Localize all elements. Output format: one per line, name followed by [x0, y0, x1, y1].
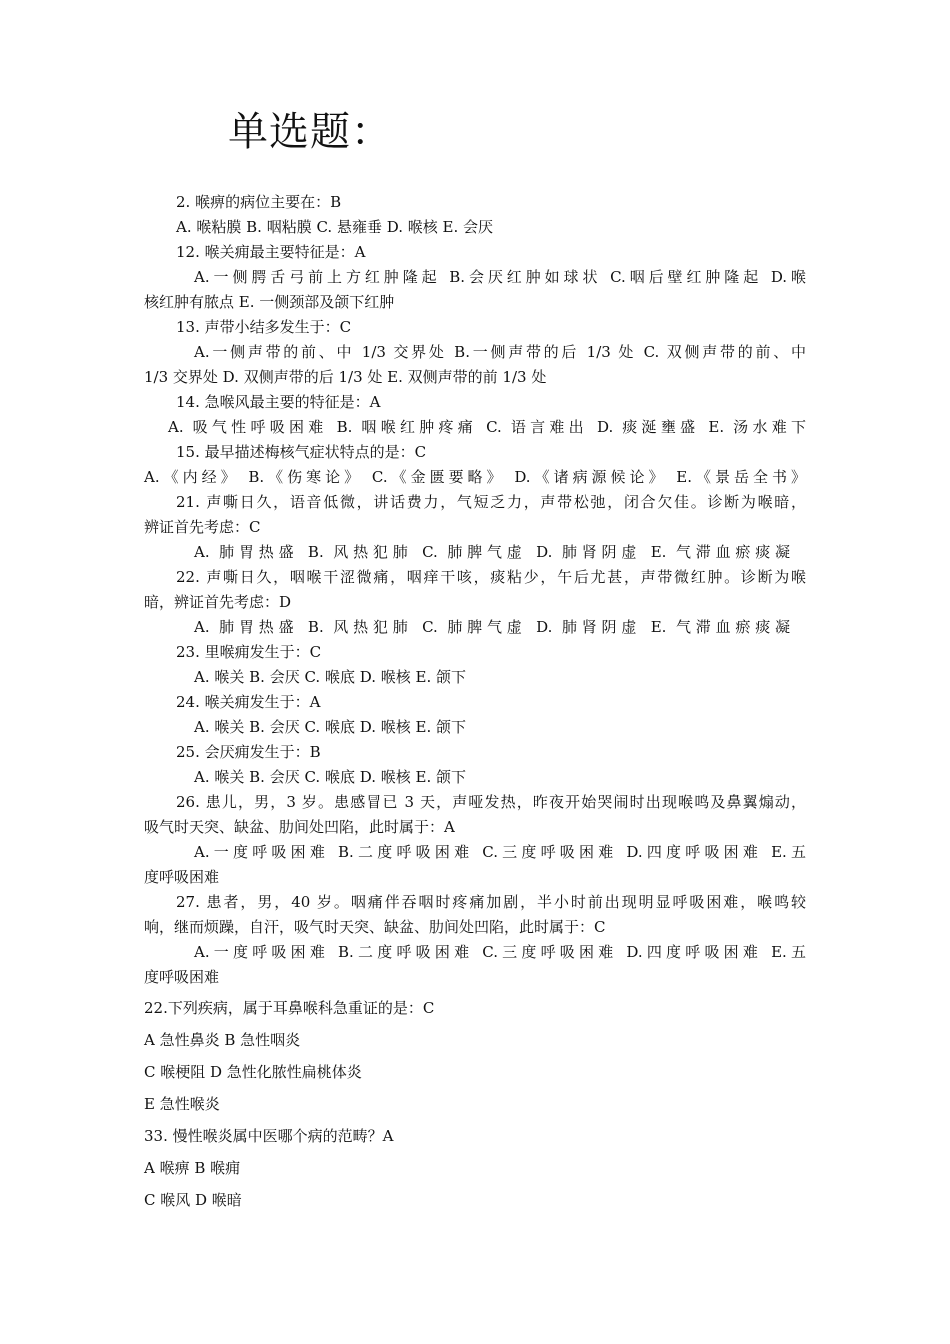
question-15-stem: 15. 最早描述梅核气症状特点的是：C: [176, 443, 427, 461]
page-title: 单选题：: [228, 109, 392, 155]
question-22b-options-ab: A 急性鼻炎 B 急性咽炎: [144, 1031, 301, 1049]
question-14-options: A. 吸气性呼吸困难 B. 咽喉红肿疼痛 C. 语言难出 D. 痰涎壅盛 E. 汤水难下: [168, 418, 806, 436]
question-27-options: A.一度呼吸困难 B.二度呼吸困难 C.三度呼吸困难 D.四度呼吸困难 E.五: [194, 943, 806, 961]
question-33-options-ab: A 喉痹 B 喉痈: [144, 1159, 241, 1177]
question-26-stem-cont: 吸气时天突、缺盆、肋间处凹陷，此时属于：A: [144, 818, 455, 836]
question-25-options: A. 喉关 B. 会厌 C. 喉底 D. 喉核 E. 颌下: [194, 768, 466, 786]
question-23-stem: 23. 里喉痈发生于：C: [176, 643, 322, 661]
question-33-options-cd: C 喉风 D 喉暗: [144, 1191, 242, 1209]
question-22b-options-e: E 急性喉炎: [144, 1095, 220, 1113]
question-2-options: A. 喉粘膜 B. 咽粘膜 C. 悬雍垂 D. 喉核 E. 会厌: [176, 218, 493, 236]
question-22-options: A. 肺胃热盛 B. 风热犯肺 C. 肺脾气虚 D. 肺肾阴虚 E. 气滞血瘀痰凝: [194, 618, 790, 636]
question-24-options: A. 喉关 B. 会厌 C. 喉底 D. 喉核 E. 颌下: [194, 718, 466, 736]
question-22-stem-cont: 暗，辨证首先考虑：D: [144, 593, 292, 611]
question-27-options-cont: 度呼吸困难: [144, 968, 220, 986]
question-26-stem: 26. 患儿，男，3 岁。患感冒已 3 天，声哑发热，昨夜开始哭闹时出现喉鸣及鼻翼煽动，: [176, 793, 806, 811]
question-21-stem-cont: 辨证首先考虑：C: [144, 518, 261, 536]
question-13-options: A.一侧声带的前、中 1/3 交界处 B.一侧声带的后 1/3 处 C. 双侧声带的前、中: [194, 343, 806, 361]
question-13-stem: 13. 声带小结多发生于：C: [176, 318, 352, 336]
question-23-options: A. 喉关 B. 会厌 C. 喉底 D. 喉核 E. 颌下: [194, 668, 466, 686]
question-33-stem: 33. 慢性喉炎属中医哪个病的范畴？A: [144, 1127, 394, 1145]
question-21-options: A. 肺胃热盛 B. 风热犯肺 C. 肺脾气虚 D. 肺肾阴虚 E. 气滞血瘀痰凝: [194, 543, 790, 561]
question-12-options: A.一侧腭舌弓前上方红肿隆起 B.会厌红肿如球状 C.咽后壁红肿隆起 D.喉: [194, 268, 806, 286]
question-22-stem: 22. 声嘶日久，咽喉干涩微痛，咽痒干咳，痰粘少，午后尤甚，声带微红肿。诊断为喉: [176, 568, 806, 586]
question-26-options-cont: 度呼吸困难: [144, 868, 220, 886]
question-13-options-cont: 1/3 交界处 D. 双侧声带的后 1/3 处 E. 双侧声带的前 1/3 处: [144, 368, 547, 386]
question-14-stem: 14. 急喉风最主要的特征是：A: [176, 393, 381, 411]
question-12-stem: 12. 喉关痈最主要特征是：A: [176, 243, 366, 261]
question-26-options: A.一度呼吸困难 B.二度呼吸困难 C.三度呼吸困难 D.四度呼吸困难 E.五: [194, 843, 806, 861]
question-22b-stem: 22.下列疾病，属于耳鼻喉科急重证的是：C: [144, 999, 435, 1017]
question-21-stem: 21. 声嘶日久，语音低微，讲话费力，气短乏力，声带松弛，闭合欠佳。诊断为喉暗，: [176, 493, 806, 511]
question-24-stem: 24. 喉关痈发生于：A: [176, 693, 321, 711]
question-2-stem: 2. 喉痹的病位主要在：B: [176, 193, 342, 211]
question-27-stem-cont: 响，继而烦躁，自汗，吸气时天突、缺盆、肋间处凹陷，此时属于：C: [144, 918, 606, 936]
question-15-options: A.《内经》 B.《伤寒论》 C.《金匮要略》 D.《诸病源候论》 E.《景岳全书》: [144, 468, 806, 486]
question-27-stem: 27. 患者，男，40 岁。咽痛伴吞咽时疼痛加剧，半小时前出现明显呼吸困难，喉鸣较: [176, 893, 806, 911]
question-12-options-cont: 核红肿有脓点 E. 一侧颈部及颌下红肿: [144, 293, 395, 311]
question-22b-options-cd: C 喉梗阻 D 急性化脓性扁桃体炎: [144, 1063, 362, 1081]
question-25-stem: 25. 会厌痈发生于：B: [176, 743, 321, 761]
